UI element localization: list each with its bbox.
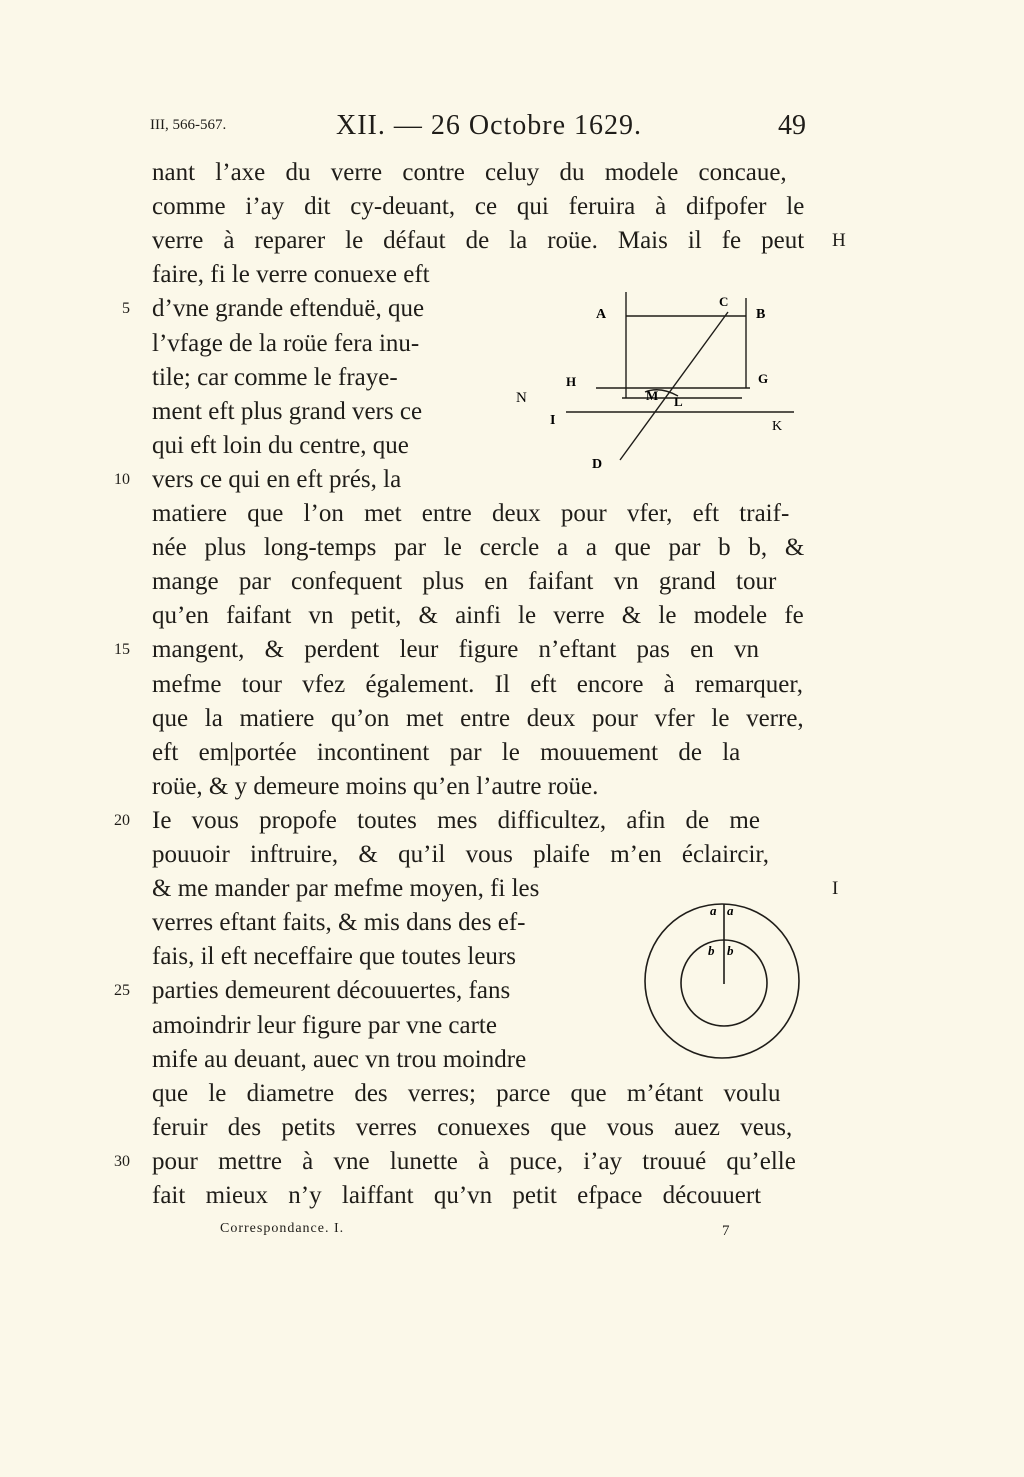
text-line: pour mettre à vne lunette à puce, i’ay trouué qu’elle: [152, 1148, 796, 1175]
text-line: verre à reparer le défaut de la roüe. Mais il fe peut: [152, 227, 805, 254]
text-line: amoindrir leur figure par vne carte: [152, 1012, 497, 1039]
label-b-right: b: [727, 943, 734, 958]
text-line: pouuoir inftruire, & qu’il vous plaife m’en éclaircir,: [152, 841, 769, 868]
label-l: L: [674, 394, 683, 409]
label-g: G: [758, 371, 769, 386]
label-b-left: b: [708, 943, 715, 958]
line-number: 10: [114, 471, 130, 488]
text-line: feruir des petits verres conuexes que vous auez veus,: [152, 1114, 793, 1141]
text-line: mife au deuant, auec vn trou moindre: [152, 1046, 527, 1073]
page-number: 49: [778, 110, 806, 141]
text-line: eft em|portée incontinent par le mouuement de la: [152, 739, 741, 766]
line-number: 20: [114, 812, 130, 829]
line-number: 15: [114, 641, 130, 658]
label-h: H: [566, 374, 577, 389]
text-line: faire, fi le verre conuexe eft: [152, 261, 430, 288]
line-diagonal: [620, 312, 728, 460]
volume-reference: III, 566-567.: [150, 117, 227, 133]
text-line: l’vfage de la roüe fera inu-: [152, 330, 420, 357]
label-c: C: [719, 294, 729, 309]
line-number: 30: [114, 1153, 130, 1170]
line-number: 5: [122, 300, 130, 317]
label-a-right: a: [727, 903, 734, 918]
text-line: mangent, & perdent leur figure n’eftant pas en vn: [152, 636, 759, 663]
text-line: d’vne grande eftenduë, que: [152, 295, 425, 322]
text-line: comme i’ay dit cy-deuant, ce qui feruira à difpofer le: [152, 193, 805, 220]
text-line: que le diametre des verres; parce que m’étant voulu: [152, 1080, 781, 1107]
text-line: matiere que l’on met entre deux pour vfer, eft traif-: [152, 500, 790, 527]
footer-sheet-number: 7: [722, 1223, 730, 1239]
footer-signature: Correspondance. I.: [220, 1221, 345, 1236]
label-m: M: [646, 388, 659, 403]
margin-note: I: [832, 878, 839, 899]
text-line: mefme tour vfez également. Il eft encore à remarquer,: [152, 671, 803, 698]
label-a-left: a: [710, 903, 717, 918]
label-i: I: [550, 413, 556, 428]
text-line: vers ce qui en eft prés, la: [152, 466, 402, 493]
text-line: Ie vous propofe toutes mes difficultez, afin de me: [152, 807, 760, 834]
text-line: qu’en faifant vn petit, & ainfi le verre & le modele fe: [152, 602, 804, 629]
text-line: fait mieux n’y laiffant qu’vn petit efpace découuert: [152, 1182, 762, 1209]
outer-circle: [645, 904, 799, 1058]
text-line: que la matiere qu’on met entre deux pour vfer le verre,: [152, 705, 804, 732]
label-n: N: [516, 390, 527, 406]
line-number: 25: [114, 982, 130, 999]
text-line: née plus long-temps par le cercle a a que par b b, &: [152, 534, 805, 561]
text-line: tile; car comme le fraye-: [152, 364, 398, 391]
label-b: B: [756, 307, 766, 322]
text-line: verres eftant faits, & mis dans des ef-: [152, 909, 526, 936]
text-line: fais, il eft neceffaire que toutes leurs: [152, 943, 516, 970]
label-a: A: [596, 307, 607, 322]
text-line: parties demeurent découuertes, fans: [152, 977, 511, 1004]
text-line: ment eft plus grand vers ce: [152, 398, 423, 425]
letter-heading: XII. — 26 Octobre 1629.: [336, 110, 643, 141]
figure-concentric-circles: [640, 898, 800, 1070]
text-line: qui eft loin du centre, que: [152, 432, 409, 459]
label-d: D: [592, 457, 603, 472]
text-line: nant l’axe du verre contre celuy du modele concaue,: [152, 159, 787, 186]
figure-geometric-diagram: [510, 288, 810, 478]
margin-note: H: [832, 230, 846, 251]
text-line: mange par confequent plus en faifant vn grand tour: [152, 568, 777, 595]
text-line: & me mander par mefme moyen, fi les: [152, 875, 540, 902]
label-k: K: [772, 419, 783, 434]
text-line: roüe, & y demeure moins qu’en l’autre roüe.: [152, 773, 599, 800]
